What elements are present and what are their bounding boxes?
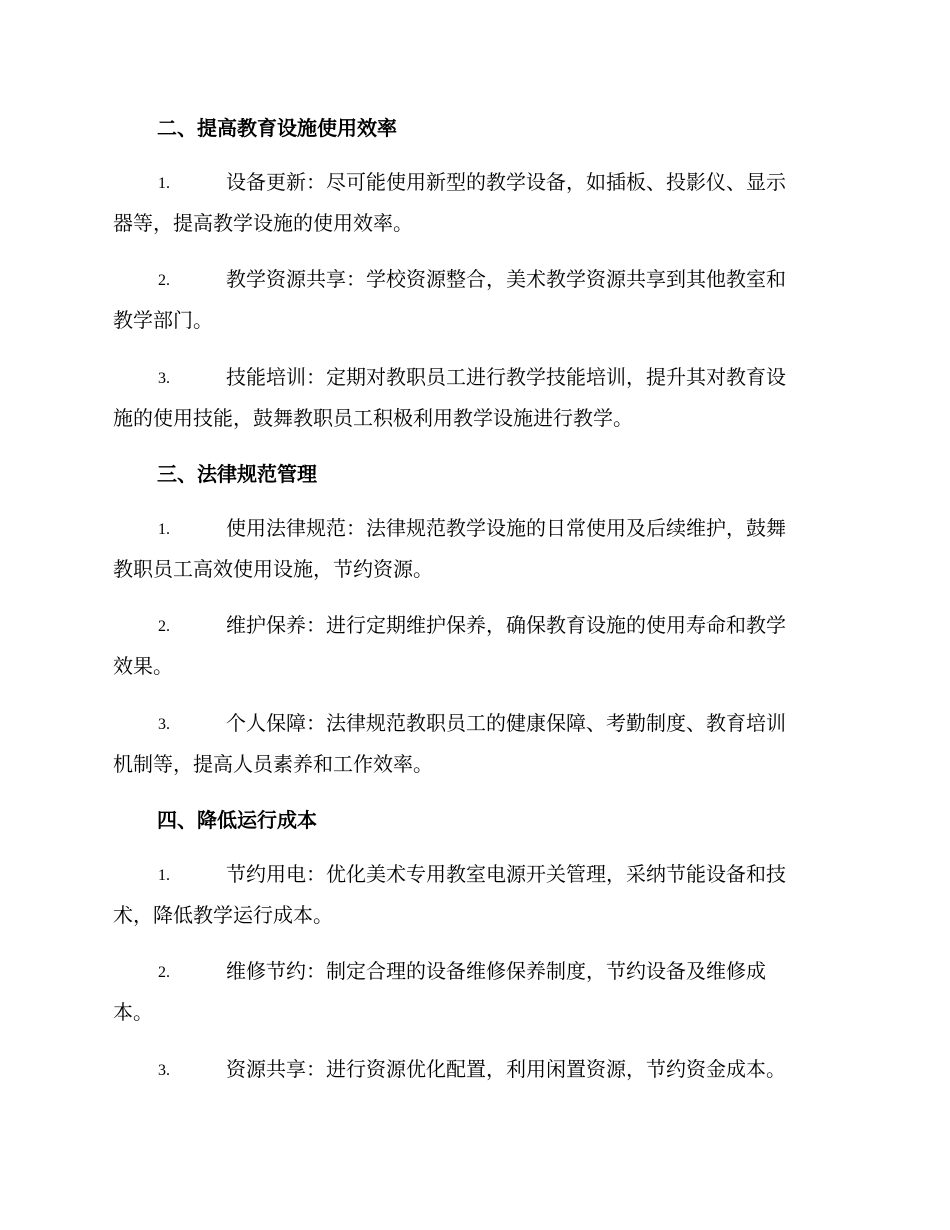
list-item: [113, 611, 835, 693]
item-continuation-line: 教职员工高效使用设施，节约资源。: [113, 557, 433, 581]
item-number: 2.: [158, 964, 170, 981]
item-text: 维护保养：进行定期维护保养，确保教育设施的使用寿命和教学: [226, 613, 786, 637]
item-continuation-line: 机制等，提高人员素养和工作效率。: [113, 752, 433, 776]
list-item: [113, 265, 835, 347]
section-heading: 二、提高教育设施使用效率: [157, 116, 397, 140]
section-heading: 三、法律规范管理: [157, 462, 317, 486]
item-text: 节约用电：优化美术专用教室电源开关管理，采纳节能设备和技: [226, 862, 786, 886]
list-item: [113, 709, 835, 791]
item-first-line: [113, 860, 835, 901]
item-number: 3.: [158, 1062, 170, 1079]
list-item: [113, 957, 835, 1039]
item-number: 2.: [158, 618, 170, 635]
item-number: 3.: [158, 370, 170, 387]
item-text: 维修节约：制定合理的设备维修保养制度，节约设备及维修成: [226, 959, 766, 983]
list-item: [113, 363, 835, 445]
item-text: 使用法律规范：法律规范教学设施的日常使用及后续维护，鼓舞: [226, 516, 786, 540]
item-text: 资源共享：进行资源优化配置，利用闲置资源，节约资金成本。: [226, 1057, 786, 1081]
item-continuation-line: 教学部门。: [113, 308, 213, 332]
item-text: 设备更新：尽可能使用新型的教学设备，如插板、投影仪、显示: [226, 170, 786, 194]
item-continuation-line: 施的使用技能，鼓舞教职员工积极利用教学设施进行教学。: [113, 406, 633, 430]
item-first-line: [113, 168, 835, 209]
item-first-line: [113, 1055, 835, 1096]
item-number: 1.: [158, 521, 170, 538]
item-text: 技能培训：定期对教职员工进行教学技能培训，提升其对教育设: [226, 365, 786, 389]
item-first-line: [113, 514, 835, 555]
item-continuation-line: 本。: [113, 1000, 153, 1024]
list-item: [113, 514, 835, 596]
list-item: [113, 168, 835, 250]
item-first-line: [113, 265, 835, 306]
item-number: 2.: [158, 272, 170, 289]
item-continuation-line: 术，降低教学运行成本。: [113, 903, 333, 927]
item-continuation-line: 器等，提高教学设施的使用效率。: [113, 211, 413, 235]
item-number: 1.: [158, 175, 170, 192]
item-text: 教学资源共享：学校资源整合，美术教学资源共享到其他教室和: [226, 267, 786, 291]
item-first-line: [113, 611, 835, 652]
item-first-line: [113, 363, 835, 404]
item-number: 3.: [158, 716, 170, 733]
item-first-line: [113, 709, 835, 750]
item-number: 1.: [158, 867, 170, 884]
item-text: 个人保障：法律规范教职员工的健康保障、考勤制度、教育培训: [226, 711, 786, 735]
item-first-line: [113, 957, 835, 998]
section-heading: 四、降低运行成本: [157, 808, 317, 832]
list-item: [113, 860, 835, 942]
item-continuation-line: 效果。: [113, 654, 173, 678]
list-item: [113, 1055, 835, 1096]
